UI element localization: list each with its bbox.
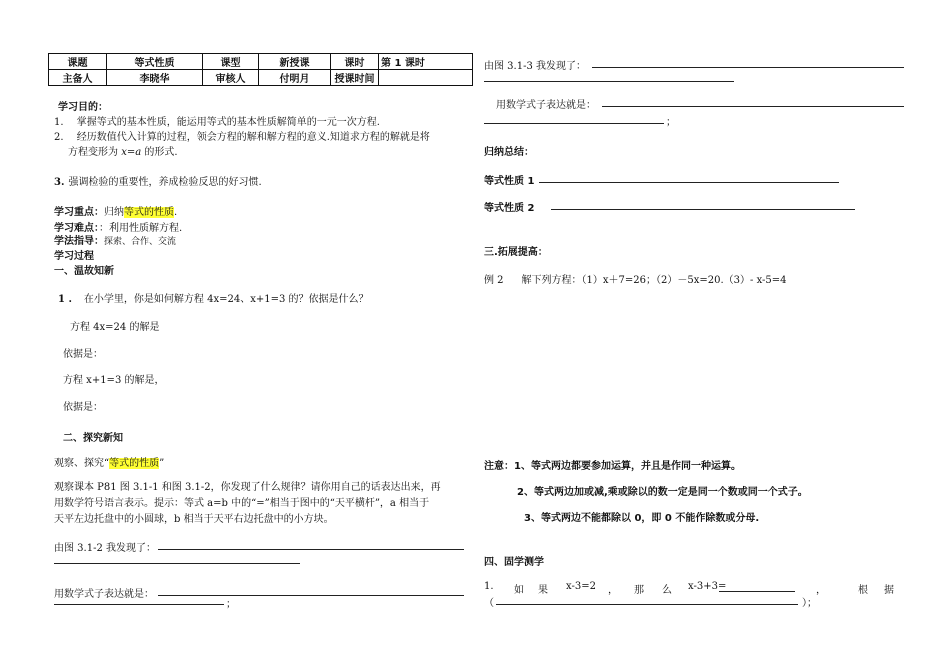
lesson-info-table [48,53,473,86]
answer-line-property-1[interactable] [539,182,839,183]
note-2: 2、等式两边加或减,乘或除以的数一定是同一个数或同一个式子。 [517,487,808,498]
observe-line [54,454,164,469]
cell-preparer-value: 李晓华 [107,70,203,86]
test-q1-w5: 根 [858,585,868,596]
section-4-title: 四、固学测学 [484,557,544,568]
goal-2-num: 2. [54,132,64,143]
left-semicolon: ； [226,599,236,610]
goal-3-num: 3. [54,177,65,188]
goal-2-line2 [68,143,178,158]
diff-label: 学习难点： [54,223,99,234]
goal-2-line2-pre: 方程变形为 [68,147,122,158]
test-q1-comma1: ， [608,585,618,596]
test-q1-paren-open: （ [484,598,494,609]
goal-2-line1: 经历数值代入计算的过程，领会方程的解和解方程的意义.知道求方程的解就是将 [76,132,430,143]
right-semicolon: ； [666,117,676,128]
info-row-1 [49,54,473,70]
fig3-found-label: 由图 3.1-3 我发现了： [484,61,587,72]
solution-1: 方程 4x=24 的解是 [70,322,160,333]
cell-preparer-label: 主备人 [49,70,107,86]
test-q1-w6: 据 [884,585,894,596]
goals-title: 学习目的： [58,102,108,113]
test-q1-num: 1. [484,581,494,592]
question-1 [58,290,369,305]
example-2-label: 例 2 [484,275,504,286]
cell-time-label: 授课时间 [331,70,379,86]
section-2-title: 二、探究新知 [63,433,123,444]
note-3: 3、等式两边不能都除以 0，即 0 不能作除数或分母. [524,513,760,524]
cell-type-value: 新授课 [259,54,331,70]
answer-line-expr-right-b[interactable] [484,123,664,124]
key-point [54,203,177,218]
property-2-label: 等式性质 2 [484,203,535,214]
basis-2: 依据是： [63,402,103,413]
cell-period-value: 第 1 课时 [379,54,473,70]
section-3-title: 三.拓展提高： [484,247,548,258]
cell-time-value [379,70,473,86]
goal-1-num: 1. [54,117,64,128]
solution-2: 方程 x+1=3 的解是， [63,375,165,386]
property-1-label: 等式性质 1 [484,176,535,187]
key-pre: 归纳 [104,207,124,218]
process-title: 学习过程 [54,251,94,262]
answer-line-test-q1[interactable] [719,591,795,592]
goal-3 [54,173,262,188]
test-q1-paren-close: ）； [802,598,817,609]
goal-1-text: 掌握等式的基本性质，能运用等式的基本性质解简单的一元一次方程. [76,117,380,128]
right-expr-label: 用数学式子表达就是： [496,100,596,111]
info-row-2 [49,70,473,86]
answer-line-expr-right-a[interactable] [602,106,904,107]
cell-reviewer-value: 付明月 [259,70,331,86]
example-2 [484,271,787,286]
summary-title: 归纳总结： [484,147,534,158]
key-highlight: 等式的性质 [124,207,174,218]
note-1: 注意：1、等式两边都要参加运算，并且是作同一种运算。 [484,461,741,472]
method [54,232,176,247]
paragraph-line-1: 观察课本 P81 图 3.1-1 和图 3.1-2，你发现了什么规律？请你用自己的话表达出来，再 [54,482,441,493]
fig2-found-label: 由图 3.1-2 我发现了： [54,543,157,554]
paragraph-line-2: 用数学符号语言表示。提示：等式 a=b 中的“=”相当于图中的“天平横杆”，a 相当于 [54,498,430,509]
example-2-text: 解下列方程：（1）x＋7=26；（2）－5x=20.（3）- x-5=4 [521,275,787,286]
question-1-text: 在小学里，你是如何解方程 4x=24、x+1=3 的？依据是什么？ [83,294,369,305]
method-text: 探索、合作、交流 [104,237,177,247]
goal-3-text: 强调检验的重要性，养成检验反思的好习惯. [68,177,262,188]
test-q1-comma2: ， [816,585,826,596]
observe-pre: 观察、探究“ [54,458,110,469]
question-1-num: 1 . [58,294,72,305]
answer-line-fig2-a[interactable] [158,549,464,550]
key-label: 学习重点： [54,207,104,218]
test-q1-w2: 果 [538,585,548,596]
key-post: . [174,207,178,218]
cell-reviewer-label: 审核人 [203,70,259,86]
section-1-title: 一、温故知新 [54,266,114,277]
basis-1: 依据是： [63,349,103,360]
left-expr-label: 用数学式子表达就是： [54,589,154,600]
paragraph-line-3: 天平左边托盘中的小圆球，b 相当于天平右边托盘中的小方块。 [54,514,334,525]
answer-line-fig3-b[interactable] [484,81,734,82]
goal-2 [54,128,430,143]
test-q1-w3: 那 [634,585,644,596]
answer-line-fig3-a[interactable] [592,67,904,68]
observe-highlight: 等式的性质 [109,458,160,469]
answer-line-fig2-b[interactable] [54,563,300,564]
observe-post: ” [159,458,165,469]
test-q1-expr2: x-3+3= [688,581,727,592]
diff-text: ：利用性质解方程. [99,223,183,234]
cell-period-label: 课时 [331,54,379,70]
goal-1 [54,113,380,128]
answer-line-property-2[interactable] [551,209,855,210]
answer-line-expr-left-a[interactable] [158,595,464,596]
cell-topic-label: 课题 [49,54,107,70]
cell-topic-value: 等式性质 [107,54,203,70]
goal-2-math: x=a [121,147,142,158]
method-label: 学法指导： [54,236,104,247]
test-q1-w1: 如 [514,585,524,596]
test-q1-expr1: x-3=2 [566,581,596,592]
test-q1-w4: 么 [662,585,672,596]
answer-line-test-q1-basis[interactable] [496,604,798,605]
cell-type-label: 课型 [203,54,259,70]
goal-2-line2-post: 的形式. [141,147,178,158]
answer-line-expr-left-b[interactable] [54,604,224,605]
